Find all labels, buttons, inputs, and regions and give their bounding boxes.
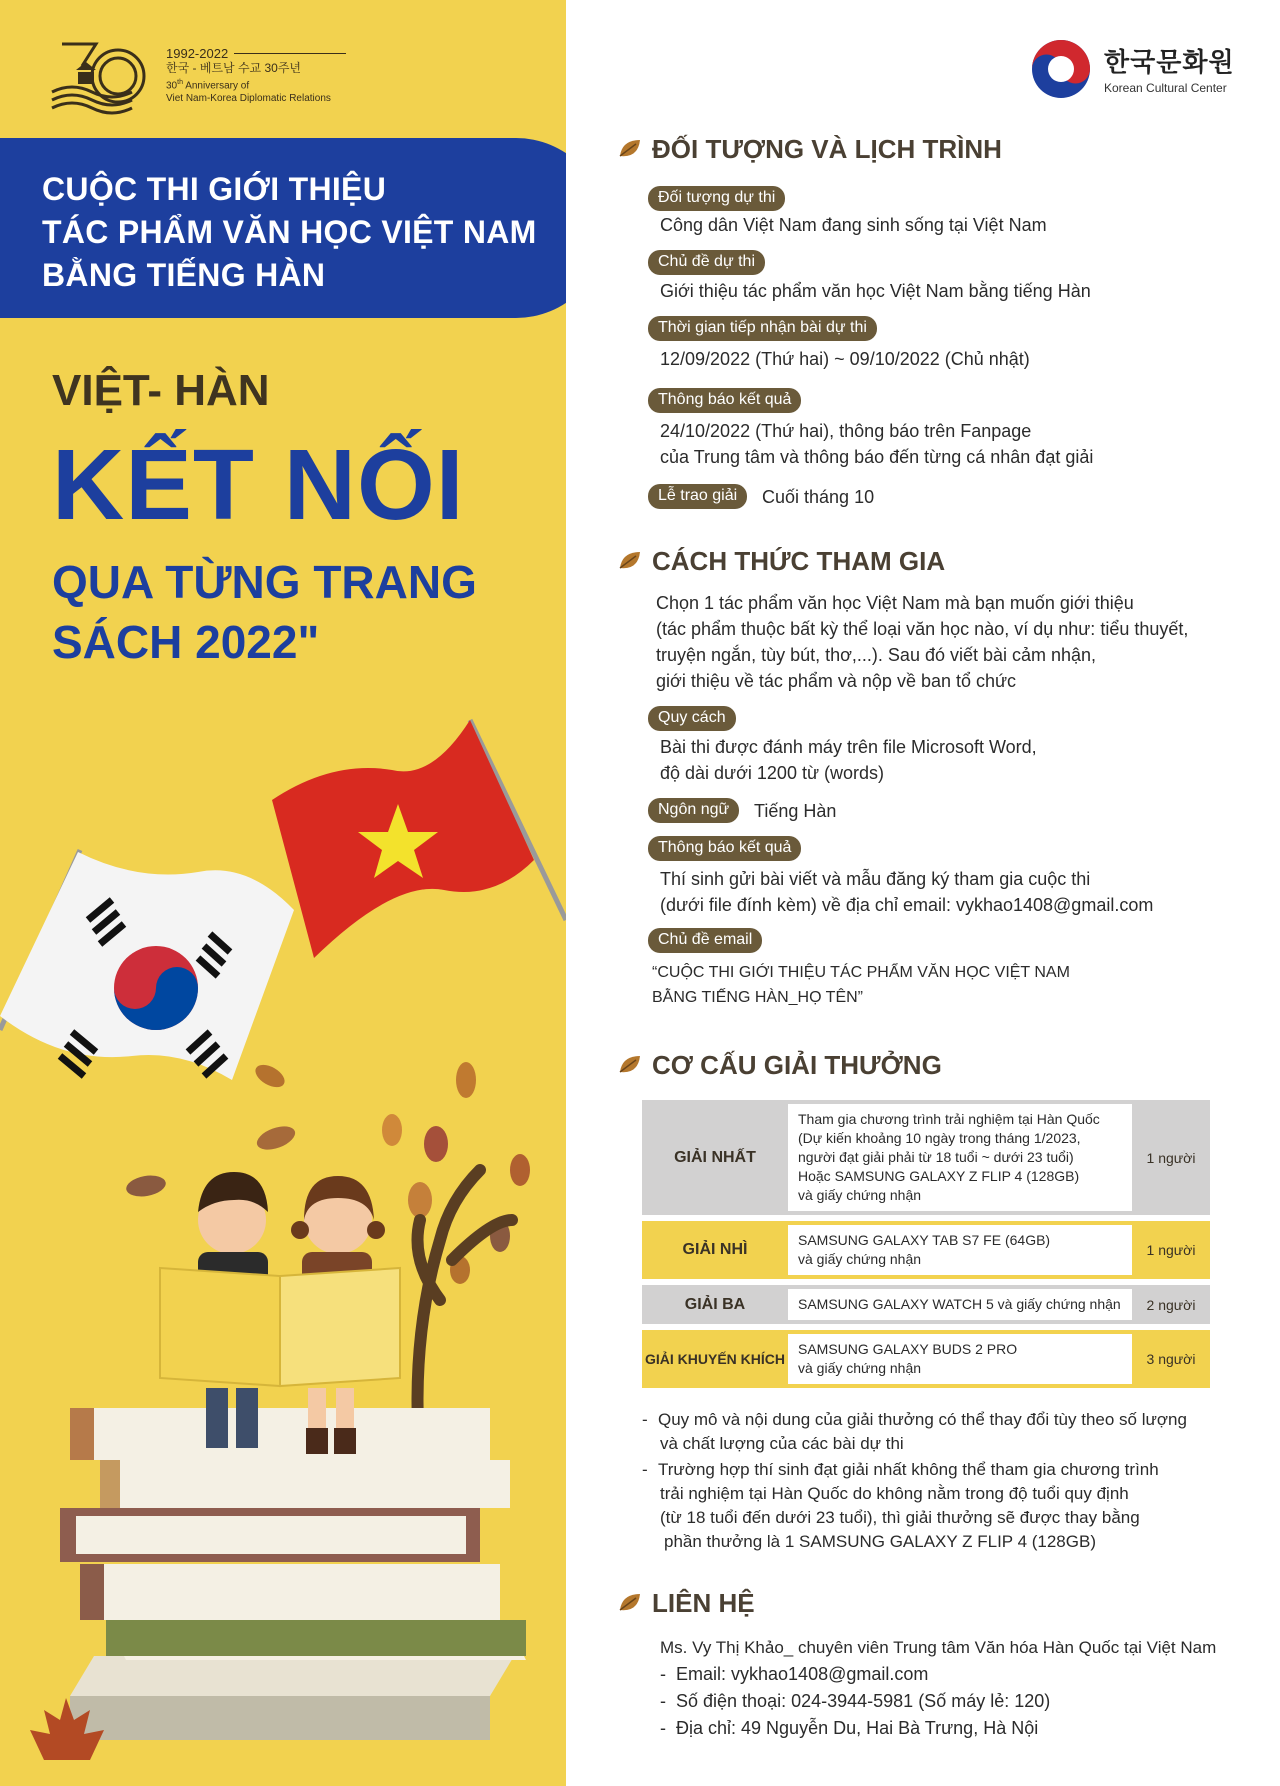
prize-table xyxy=(642,1100,1210,1394)
slogan-line-4: SÁCH 2022" xyxy=(52,616,320,668)
tag-submit-results: Thông báo kết quả xyxy=(648,836,801,861)
contact-person: Ms. Vy Thị Khảo_ chuyên viên Trung tâm Văn hóa Hàn Quốc tại Việt Nam xyxy=(660,1638,1217,1657)
anniversary-text xyxy=(166,46,346,105)
how-to-intro: Chọn 1 tác phẩm văn học Việt Nam mà bạn muốn giới thiệu (tác phẩm thuộc bất kỳ thể loại văn học nào, ví dụ như: tiểu thuyết, truyện ngắn, tùy bút, thơ,...). Sau đó viết bài cảm nhận, giới thiệu về tác phẩm và nộp về ban tổ chức xyxy=(656,593,1189,691)
value-format: Bài thi được đánh máy trên file Microsoft Word, độ dài dưới 1200 từ (words) xyxy=(660,737,1037,783)
prize-count: 2 người xyxy=(1146,1296,1196,1313)
slogan-line-1: VIỆT- HÀN xyxy=(52,366,270,415)
korea-flag-icon xyxy=(0,850,294,1080)
prize-name: GIẢI NHÌ xyxy=(682,1241,748,1258)
leaf-icon xyxy=(618,138,642,160)
leaf-icon xyxy=(618,550,642,572)
slogan-line-2: KẾT NỐI xyxy=(52,429,465,541)
contact-address: - Địa chỉ: 49 Nguyễn Du, Hai Bà Trưng, Hà Nội xyxy=(660,1718,1039,1738)
anniversary-line2: Viet Nam-Korea Diplomatic Relations xyxy=(166,93,331,105)
value-submission-period: 12/09/2022 (Thứ hai) ~ 09/10/2022 (Chủ nhật) xyxy=(660,349,1030,369)
kcc-korean-name: 한국문화원 xyxy=(1104,47,1235,77)
title-line-3: BẰNG TIẾNG HÀN xyxy=(42,257,326,293)
prize-note-1: - Quy mô và nội dung của giải thưởng có thể thay đổi tùy theo số lượng và chất lượng của các bài dự thi xyxy=(642,1410,1187,1453)
left-panel xyxy=(0,0,566,1786)
prize-name: GIẢI BA xyxy=(684,1295,746,1313)
title-line-1: CUỘC THI GIỚI THIỆU xyxy=(42,171,387,207)
prize-description: SAMSUNG GALAXY BUDS 2 PRO và giấy chứng nhận xyxy=(788,1334,1132,1384)
prize-row-third xyxy=(642,1285,1210,1324)
prize-row-first xyxy=(642,1100,1210,1215)
anniversary-line1: 30th Anniversary of xyxy=(166,79,250,92)
leaf-icon xyxy=(618,1054,642,1076)
heading-text: CƠ CẤU GIẢI THƯỞNG xyxy=(652,1050,942,1080)
tag-participants: Đối tượng dự thi xyxy=(648,186,785,211)
prize-count: 3 người xyxy=(1146,1351,1196,1367)
anniversary-logo-icon xyxy=(48,36,148,116)
prize-name: GIẢI NHẤT xyxy=(674,1148,756,1166)
value-submit-results: Thí sinh gửi bài viết và mẫu đăng ký tham gia cuộc thi (dưới file đính kèm) về địa chỉ email: vykhao1408@gmail.com xyxy=(660,869,1154,915)
tag-format: Quy cách xyxy=(648,706,736,731)
heading-text: CÁCH THỨC THAM GIA xyxy=(652,546,946,576)
contact-email: - Email: vykhao1408@gmail.com xyxy=(660,1664,929,1684)
leaf-icon xyxy=(618,1592,642,1614)
value-ceremony: Cuối tháng 10 xyxy=(762,487,875,507)
kcc-logo-icon xyxy=(1030,38,1092,100)
kcc-english-name: Korean Cultural Center xyxy=(1104,81,1227,95)
vietnam-flag-icon xyxy=(272,720,566,958)
anniversary-korean: 한국 - 베트남 수교 30주년 xyxy=(166,61,302,75)
value-participants: Công dân Việt Nam đang sinh sống tại Việt Nam xyxy=(660,215,1047,235)
tag-submission-period: Thời gian tiếp nhận bài dự thi xyxy=(648,316,877,341)
book-stack xyxy=(60,1408,526,1740)
section-heading-schedule xyxy=(618,136,1002,162)
prize-name: GIẢI KHUYẾN KHÍCH xyxy=(644,1351,785,1367)
tag-topic: Chủ đề dự thi xyxy=(648,250,765,275)
section-heading-how-to xyxy=(618,548,945,574)
heading-text: LIÊN HỆ xyxy=(652,1588,755,1618)
tag-language: Ngôn ngữ xyxy=(648,798,739,823)
contact-info xyxy=(660,1634,1216,1742)
slogan-line-3-4 xyxy=(52,552,477,672)
section-heading-contact xyxy=(618,1590,755,1616)
tag-email-subject: Chủ đề email xyxy=(648,928,762,953)
section-heading-prizes xyxy=(618,1052,942,1078)
prize-row-second xyxy=(642,1221,1210,1279)
prize-count: 1 người xyxy=(1146,1242,1196,1258)
contest-title xyxy=(0,138,566,318)
anniversary-badge xyxy=(48,36,378,116)
value-results: 24/10/2022 (Thứ hai), thông báo trên Fanpage của Trung tâm và thông báo đến từng cá nhân đạt giải xyxy=(660,421,1094,467)
value-language: Tiếng Hàn xyxy=(754,801,837,821)
prize-count: 1 người xyxy=(1146,1149,1196,1166)
prize-description: Tham gia chương trình trải nghiệm tại Hàn Quốc (Dự kiến khoảng 10 ngày trong tháng 1/2023, người đạt giải phải từ 18 tuổi ~ dưới 23 tuổi) Hoặc SAMSUNG GALAXY Z FLIP 4 (128GB) và giấy chứng nhận xyxy=(788,1104,1132,1211)
title-line-2: TÁC PHẨM VĂN HỌC VIỆT NAM xyxy=(42,214,537,250)
slogan-line-3: QUA TỪNG TRANG xyxy=(52,556,477,608)
prize-description: SAMSUNG GALAXY WATCH 5 và giấy chứng nhận xyxy=(788,1289,1132,1320)
prize-row-encouragement xyxy=(642,1330,1210,1388)
prize-note-2: - Trường hợp thí sinh đạt giải nhất không thể tham gia chương trình trải nghiệm tại Hàn Quốc do không nằm trong độ tuổi quy định (từ 18 tuổi đến dưới 23 tuổi), thì giải thưởng sẽ được thay bằng phần thưởng là 1 SAMSUNG GALAXY Z FLIP 4 (128GB) xyxy=(642,1460,1159,1551)
value-email-subject: “CUỘC THI GIỚI THIỆU TÁC PHẨM VĂN HỌC VIỆT NAM BẰNG TIẾNG HÀN_HỌ TÊN” xyxy=(652,964,1070,1006)
illustration xyxy=(0,700,566,1786)
tag-ceremony: Lễ trao giải xyxy=(648,484,747,509)
heading-text: ĐỐI TƯỢNG VÀ LỊCH TRÌNH xyxy=(652,134,1002,164)
value-topic: Giới thiệu tác phẩm văn học Việt Nam bằng tiếng Hàn xyxy=(660,281,1091,301)
contact-phone: - Số điện thoại: 024-3944-5981 (Số máy lẻ: 120) xyxy=(660,1691,1051,1711)
anniversary-years: 1992-2022 xyxy=(166,46,346,61)
kcc-logo xyxy=(1030,38,1250,100)
prize-description: SAMSUNG GALAXY TAB S7 FE (64GB) và giấy chứng nhận xyxy=(788,1225,1132,1275)
tag-results: Thông báo kết quả xyxy=(648,388,801,413)
